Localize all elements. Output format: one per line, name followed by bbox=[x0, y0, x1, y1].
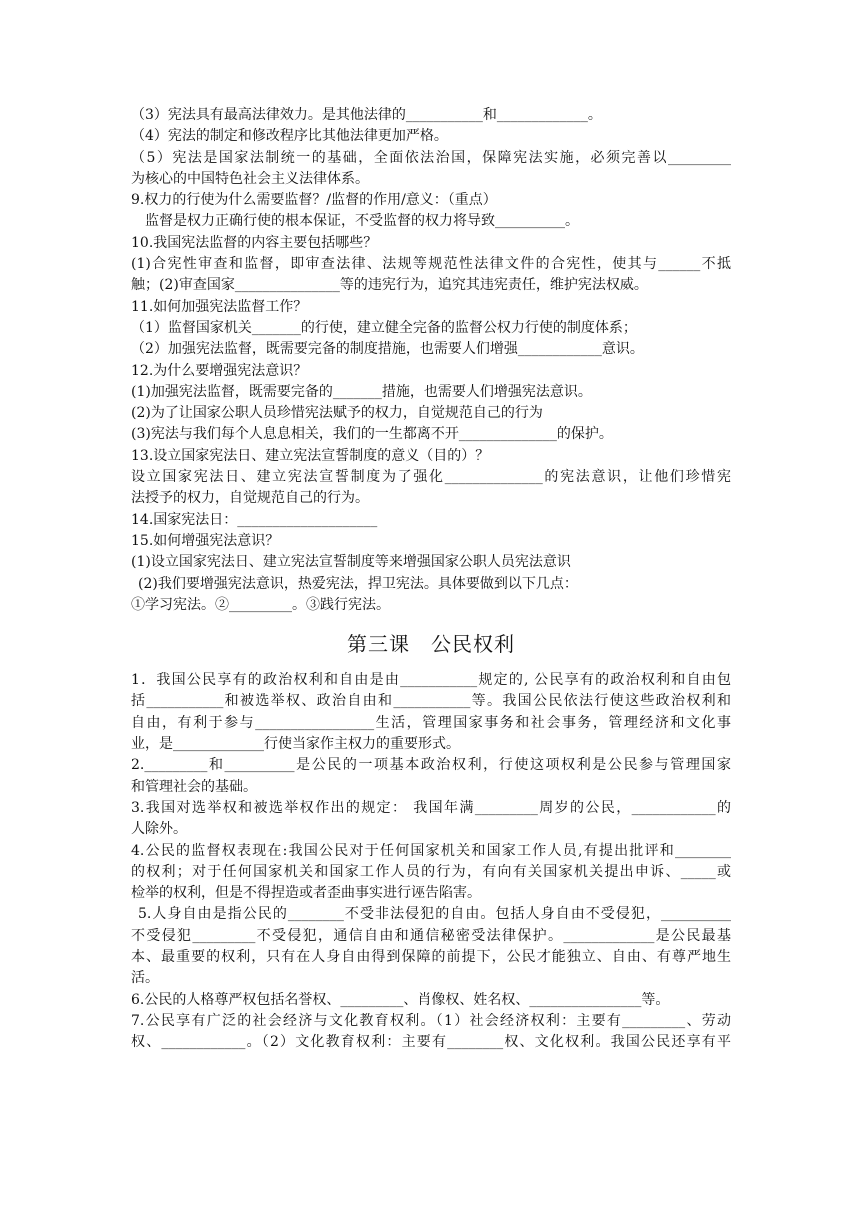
text-line: 13.设立国家宪法日、建立宪法宣誓制度的意义（目的）？ bbox=[131, 447, 490, 464]
text-line: (3)宪法与我们每个人息息相关，我们的一生都离不开______________的保护。 bbox=[131, 426, 613, 443]
text-line: 业，是_____________行使当家作主权力的重要形式。 bbox=[131, 736, 460, 753]
text-line: 监督是权力正确行使的根本保证，不受监督的权力将导致__________。 bbox=[145, 213, 579, 230]
text-line: 3.我国对选举权和被选举权作出的规定： 我国年满_________周岁的公民，____________的 bbox=[131, 799, 731, 816]
text-line: 4.公民的监督权表现在:我国公民对于任何国家机关和国家工作人员,有提出批评和________ bbox=[131, 842, 731, 859]
text-line: 自由，有利于参与_________________生活，管理国家事务和社会事务，管理经济和文化事 bbox=[131, 714, 731, 731]
text-line: 6.公民的人格尊严权包括名誉权、_________、肖像权、姓名权、________________等。 bbox=[131, 991, 670, 1008]
text-line: 的权利；对于任何国家机关和国家工作人员的行为，有向有关国家机关提出申诉、_____或 bbox=[131, 863, 731, 880]
text-line: （3）宪法具有最高法律效力。是其他法律的___________和_____________。 bbox=[131, 107, 602, 123]
text-line: （2）加强宪法监督，既需要完备的制度措施，也需要人们增强____________意识。 bbox=[131, 341, 644, 358]
text-line: 7.公民享有广泛的社会经济与文化教育权利。（1）社会经济权利：主要有_________、劳动 bbox=[131, 1012, 731, 1029]
text-line: (2)为了让国家公职人员珍惜宪法赋予的权力，自觉规范自己的行为 bbox=[131, 405, 543, 422]
text-line: 2._________和__________是公民的一项基本政治权利，行使这项权利是公民参与管理国家 bbox=[131, 757, 731, 774]
text-line: 12.为什么要增强宪法意识？ bbox=[131, 362, 308, 379]
text-line: 15.如何增强宪法意识？ bbox=[131, 532, 280, 549]
document-page bbox=[131, 105, 731, 1053]
text-line: 9.权力的行使为什么需要监督？/监督的作用/意义：（重点） bbox=[131, 192, 497, 209]
text-line: 和管理社会的基础。 bbox=[131, 778, 257, 795]
text-line: （1）监督国家机关_______的行使，建立健全完备的监督公权力行使的制度体系； bbox=[131, 319, 637, 336]
lesson-title: 第三课 公民权利 bbox=[347, 632, 515, 657]
text-line: (2)我们要增强宪法意识，热爱宪法，捍卫宪法。具体要做到以下几点： bbox=[138, 575, 578, 592]
text-line: 括___________和被选举权、政治自由和___________等。我国公民依法行使这些政治权利和 bbox=[131, 693, 731, 710]
text-line: 本、最重要的权利，只有在人身自由得到保障的前提下，公民才能独立、自由、有尊严地生 bbox=[131, 948, 731, 965]
text-line: 触；(2)审查国家_______________等的违宪行为，追究其违宪责任，维护宪法权威。 bbox=[131, 277, 648, 294]
text-line: 为核心的中国特色社会主义法律体系。 bbox=[131, 170, 369, 187]
text-line: 11.如何加强宪法监督工作？ bbox=[131, 298, 308, 315]
text-line: 5.人身自由是指公民的________不受非法侵犯的自由。包括人身自由不受侵犯，__________ bbox=[138, 906, 731, 923]
citizen-rights-section bbox=[131, 670, 731, 1053]
text-line: (1)设立国家宪法日、建立宪法宣誓制度等来增强国家公职人员宪法意识 bbox=[131, 554, 571, 571]
text-line: 人除外。 bbox=[131, 821, 187, 838]
text-line: 活。 bbox=[131, 970, 159, 987]
text-line: 法授予的权力，自觉规范自己的行为。 bbox=[131, 490, 369, 507]
text-line: ①学习宪法。②_________。③践行宪法。 bbox=[131, 596, 390, 613]
text-line: 1．我国公民享有的政治权利和自由是由___________规定的, 公民享有的政治权利和自由包 bbox=[131, 672, 731, 689]
text-line: (1)加强宪法监督，既需要完备的_______措施，也需要人们增强宪法意识。 bbox=[131, 383, 592, 400]
text-line: 不受侵犯_________不受侵犯，通信自由和通信秘密受法律保护。_____________是公民最基 bbox=[131, 927, 731, 944]
text-line: 权、____________。（2）文化教育权利：主要有________权、文化权利。我国公民还享有平 bbox=[131, 1034, 731, 1051]
text-line: 检举的权利，但是不得捏造或者歪曲事实进行诬告陷害。 bbox=[131, 885, 481, 902]
text-line: （5）宪法是国家法制统一的基础，全面依法治国，保障宪法实施，必须完善以_________ bbox=[131, 149, 731, 166]
review-questions-section bbox=[131, 105, 731, 616]
text-line: （4）宪法的制定和修改程序比其他法律更加严格。 bbox=[131, 128, 448, 145]
text-line: 10.我国宪法监督的内容主要包括哪些？ bbox=[131, 234, 378, 251]
text-line: 14.国家宪法日：____________________ bbox=[131, 511, 378, 528]
text-line: (1)合宪性审查和监督，即审查法律、法规等规范性法律文件的合宪性，使其与______不抵 bbox=[131, 256, 731, 273]
text-line: 设立国家宪法日、建立宪法宣誓制度为了强化______________的宪法意识，让他们珍惜宪 bbox=[131, 469, 731, 486]
